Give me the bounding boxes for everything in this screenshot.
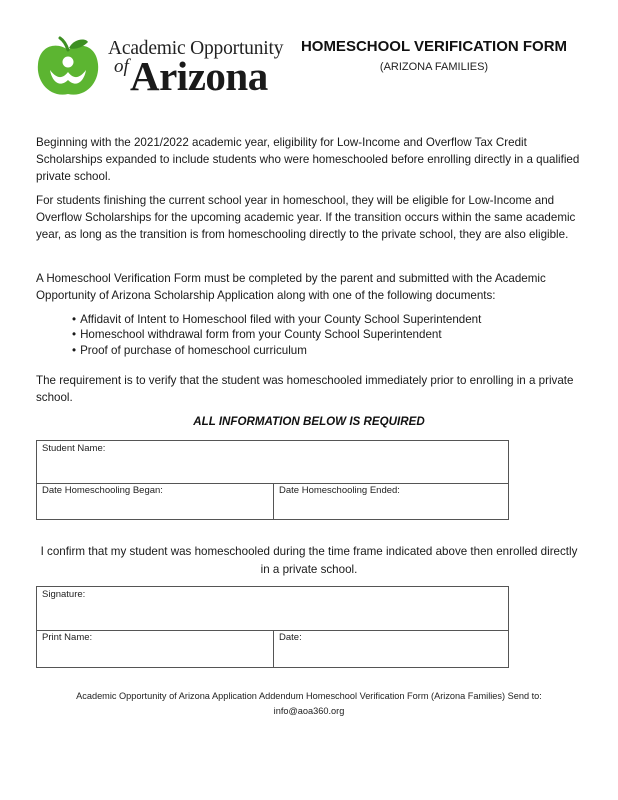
documents-paragraph: A Homeschool Verification Form must be completed by the parent and submitted with the Academic Opportunity of Arizona Scholarship Application along with one of the following documents: (36, 272, 546, 303)
footer (36, 689, 582, 719)
footer-text: Academic Opportunity of Arizona Application Addendum Homeschool Verification Form (Arizona Families) Send to: (76, 691, 542, 701)
date-began-label: Date Homeschooling Began: (42, 485, 163, 496)
organization-logo (36, 36, 286, 98)
logo-text-line1: Academic Opportunity (108, 38, 284, 59)
logo-text-of: of (114, 56, 129, 77)
form-subtitle: (ARIZONA FAMILIES) (379, 61, 489, 73)
form-title: HOMESCHOOL VERIFICATION FORM (300, 38, 568, 55)
list-item: • Affidavit of Intent to Homeschool filed with your County School Superintendent (72, 312, 481, 327)
date-field[interactable] (274, 630, 508, 667)
eligibility-paragraph: For students finishing the current school year in homeschool, they will be eligible for Low-Income and Overflow Scholarships for the upcoming academic year. If the transition occurs within the same academic year, as long as the transition is from homeschooling directly to the private school, they are also eligible. (36, 194, 576, 242)
date-label: Date: (279, 632, 302, 643)
date-began-field[interactable] (37, 483, 273, 519)
requirement-paragraph: The requirement is to verify that the student was homeschooled immediately prior to enrolling in a private school. (36, 374, 574, 405)
documents-list (72, 312, 481, 358)
intro-paragraph: Beginning with the 2021/2022 academic year, eligibility for Low-Income and Overflow Tax Credit Scholarships expanded to include students who were homeschooled before enrolling directly in a qualified private school. (36, 136, 580, 184)
signature-field[interactable] (37, 587, 508, 630)
date-ended-label: Date Homeschooling Ended: (279, 485, 400, 496)
footer-email: info@aoa360.org (273, 706, 345, 716)
signature-label: Signature: (42, 589, 86, 600)
print-name-field[interactable] (37, 630, 273, 667)
signature-box (36, 586, 509, 668)
logo-text-arizona: Arizona (130, 53, 268, 99)
student-name-label: Student Name: (42, 443, 106, 454)
required-info-heading: ALL INFORMATION BELOW IS REQUIRED (193, 415, 425, 428)
date-ended-field[interactable] (274, 483, 508, 519)
apple-logo-icon (36, 36, 100, 98)
student-name-field[interactable] (37, 441, 508, 483)
list-item: • Homeschool withdrawal form from your County School Superintendent (72, 327, 481, 342)
print-name-label: Print Name: (42, 632, 93, 643)
confirmation-statement: I confirm that my student was homeschooled during the time frame indicated above then enrolled directly in a private school. (40, 545, 578, 576)
student-info-box (36, 440, 509, 520)
list-item: • Proof of purchase of homeschool curriculum (72, 343, 481, 358)
